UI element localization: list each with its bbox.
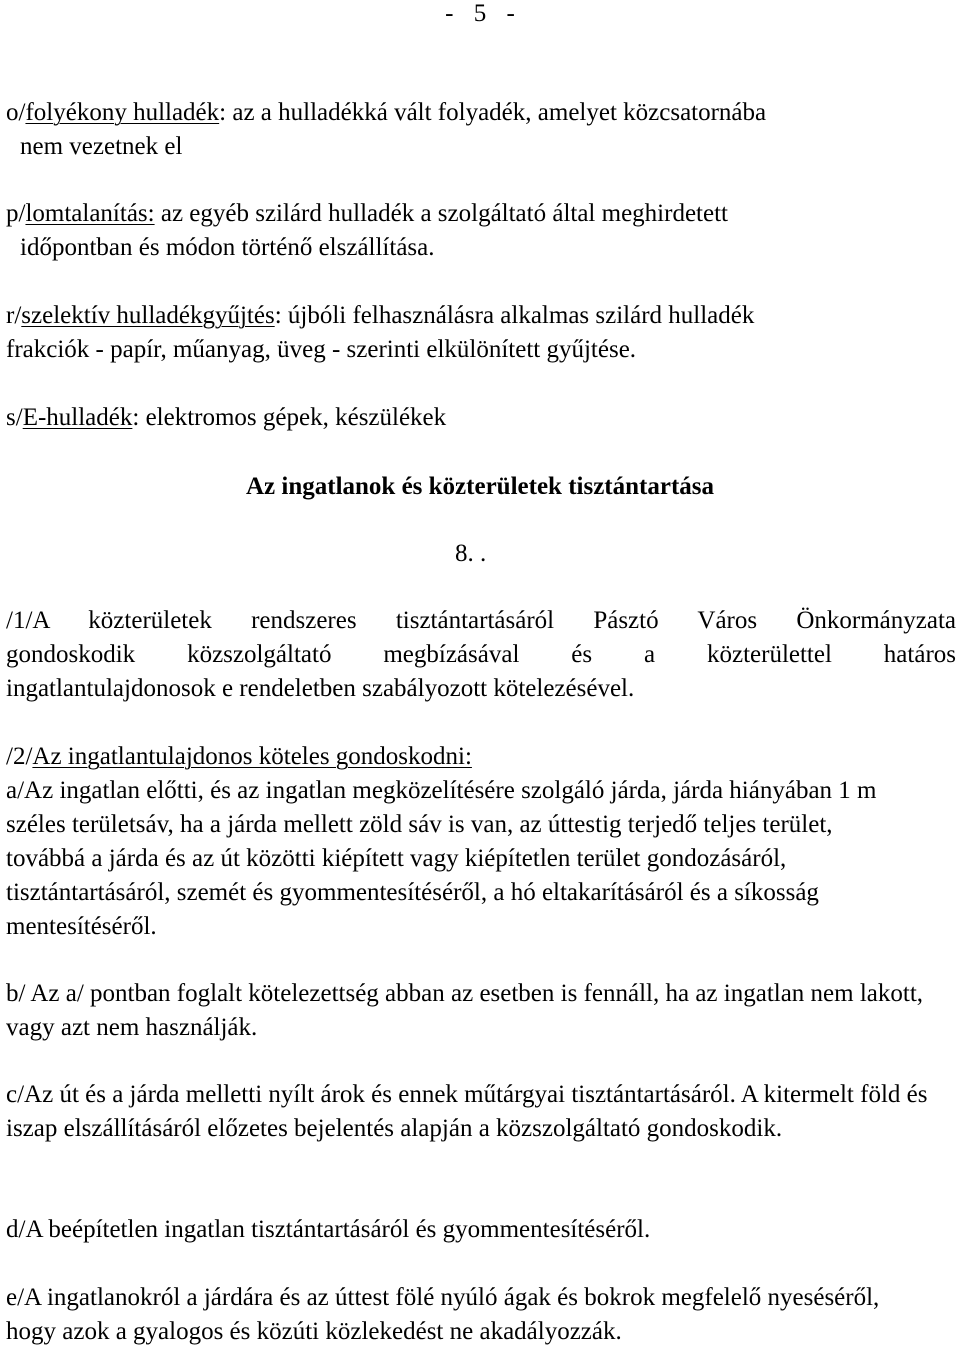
paragraph-1: [6, 604, 956, 706]
definition-p: [6, 197, 956, 265]
definition-text: az egyéb szilárd hulladék a szolgáltató által meghirdetett: [154, 200, 728, 227]
definition-prefix: p/: [6, 200, 26, 227]
definition-term: folyékony hulladék: [25, 99, 220, 126]
definition-continuation: nem vezetnek el: [20, 133, 183, 160]
definition-continuation: frakciók - papír, műanyag, üveg - szerinti elkülönített gyűjtése.: [6, 336, 637, 363]
definition-prefix: o/: [6, 99, 26, 126]
point-b: b/ Az a/ pontban foglalt kötelezettség abban az esetben is fennáll, ha az ingatlan nem lakott, vagy azt nem használják.: [6, 980, 924, 1041]
definition-term: E-hulladék: [22, 404, 133, 431]
paragraph-1-line: gondoskodik közszolgáltató megbízásával és a közterülettel határos: [6, 641, 956, 668]
definition-text: : az a hulladékká vált folyadék, amelyet közcsatornába: [219, 99, 767, 126]
paragraph-1-line: ingatlantulajdonosok e rendeletben szabályozott kötelezésével.: [6, 675, 635, 702]
page-number: - 5 -: [445, 0, 515, 27]
definition-text: : újbóli felhasználásra alkalmas szilárd hulladék: [274, 302, 755, 329]
point-d: d/A beépítetlen ingatlan tisztántartásáról és gyommentesítéséről.: [6, 1216, 651, 1243]
paragraph-2-heading: [6, 740, 956, 774]
section-heading: Az ingatlanok és közterületek tisztántartása: [246, 473, 714, 500]
definition-term: lomtalanítás:: [25, 200, 155, 227]
point-a: a/Az ingatlan előtti, és az ingatlan megközelítésére szolgáló járda, járda hiányában 1 m széles területsáv, ha a járda mellett zöld sáv is van, az úttestig terjedő teljes terület, továbbá a járda és az út közötti kiépített vagy kiépítetlen terület gondozásáról, tisztántartásáról, szemét és gyommentesítéséről, a hó eltakarításáról és a síkosság mentesítéséről.: [6, 777, 877, 940]
paragraph-2-title: Az ingatlantulajdonos köteles gondoskodni:: [32, 743, 472, 770]
point-e: e/A ingatlanokról a járdára és az úttest fölé nyúló ágak és bokrok megfelelő nyeséséről, hogy azok a gyalogos és közúti közlekedést ne akadályozzák.: [6, 1284, 880, 1345]
paragraph-1-line: /1/A közterületek rendszeres tisztántartásáról Pásztó Város Önkormányzata: [6, 607, 956, 634]
definition-o: [6, 96, 956, 164]
paragraph-number: 8. .: [455, 540, 487, 567]
definition-prefix: s/: [6, 404, 23, 431]
definition-s: [6, 401, 956, 435]
definition-prefix: r/: [6, 302, 22, 329]
point-c: c/Az út és a járda melletti nyílt árok és ennek műtárgyai tisztántartásáról. A kitermelt föld és iszap elszállításáról előzetes bejelentés alapján a közszolgáltató gondoskodik.: [6, 1081, 928, 1142]
paragraph-2-prefix: /2/: [6, 743, 33, 770]
definition-continuation: időpontban és módon történő elszállítása.: [20, 234, 435, 261]
definition-r: [6, 299, 956, 367]
definition-term: szelektív hulladékgyűjtés: [21, 302, 275, 329]
definition-text: : elektromos gépek, készülékek: [132, 404, 447, 431]
